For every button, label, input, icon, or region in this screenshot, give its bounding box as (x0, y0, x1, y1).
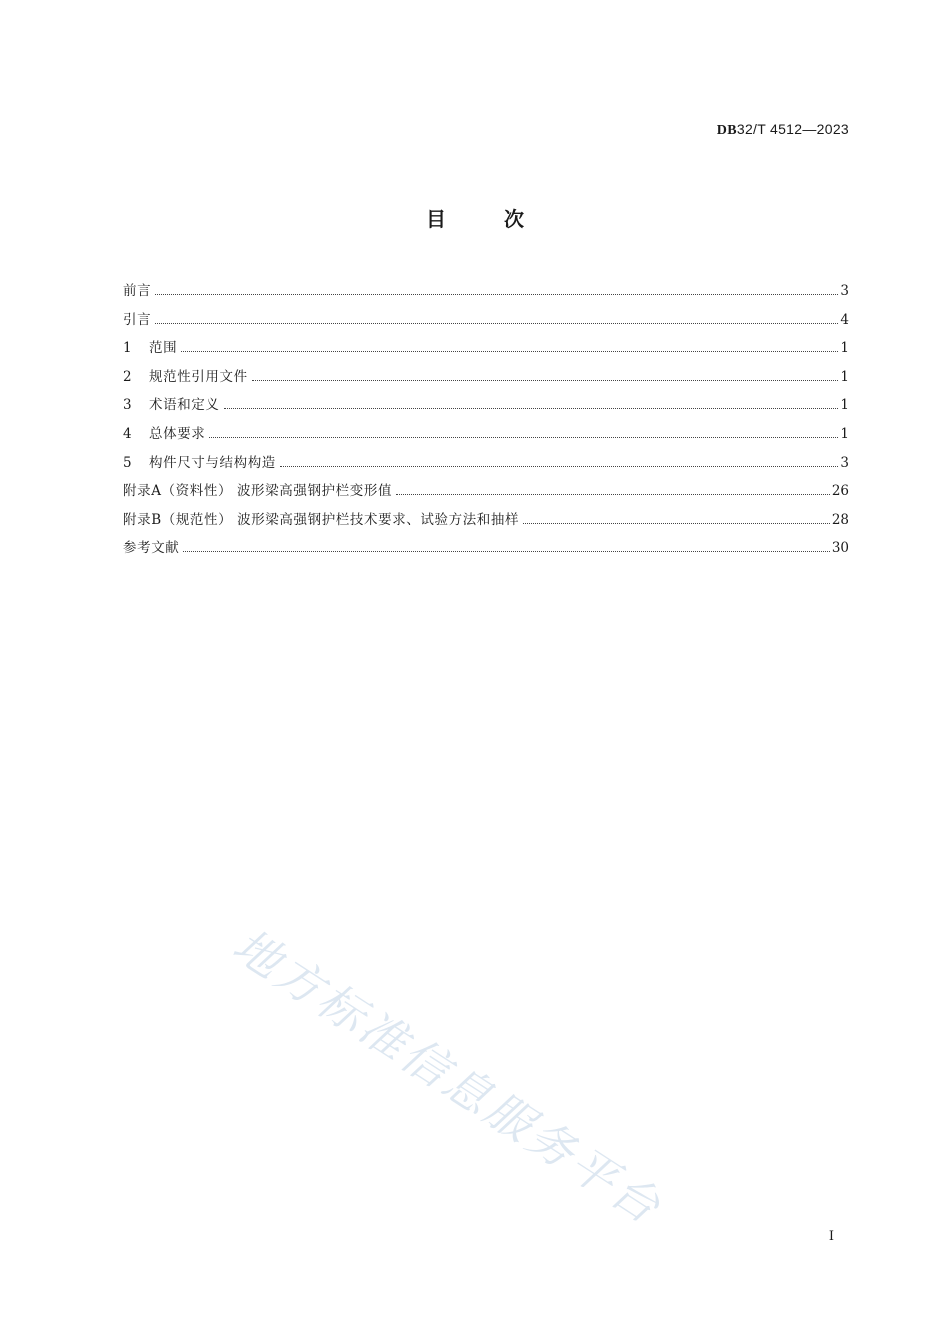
toc-dot-leader (280, 466, 839, 467)
toc-dot-leader (224, 408, 839, 409)
table-of-contents (123, 280, 849, 566)
toc-entry-number: 3 (123, 397, 132, 414)
toc-entry-bibliography[interactable] (123, 537, 849, 566)
toc-entry-normative-references[interactable] (123, 366, 849, 395)
toc-entry-page: 1 (840, 340, 849, 357)
toc-dot-leader (155, 323, 838, 324)
toc-entry-page: 1 (840, 368, 849, 385)
toc-entry-label: 范围 (149, 340, 178, 357)
toc-dot-leader (523, 523, 830, 524)
document-code-number: 32/T 4512—2023 (736, 121, 849, 137)
toc-entry-appendix-b[interactable] (123, 509, 849, 538)
toc-dot-leader (209, 437, 838, 438)
toc-entry-terms-definitions[interactable] (123, 394, 849, 423)
toc-entry-page: 1 (840, 425, 849, 442)
toc-entry-page: 3 (840, 454, 849, 471)
toc-entry-label: 附录A（资料性） 波形梁高强钢护栏变形值 (123, 483, 393, 500)
toc-entry-label: 前言 (123, 283, 152, 299)
toc-entry-number: 2 (123, 368, 132, 385)
toc-entry-number: 4 (123, 425, 132, 442)
toc-entry-page: 1 (840, 397, 849, 414)
toc-entry-page: 26 (831, 483, 849, 500)
toc-entry-label: 引言 (123, 311, 152, 328)
toc-entry-page: 3 (840, 283, 849, 299)
document-code (717, 121, 849, 139)
toc-entry-page: 30 (831, 540, 849, 557)
toc-dot-leader (155, 294, 838, 295)
page-number: I (828, 1229, 834, 1244)
toc-entry-introduction[interactable] (123, 309, 849, 338)
toc-entry-label: 规范性引用文件 (149, 368, 248, 385)
toc-entry-page: 4 (840, 311, 849, 328)
toc-dot-leader (396, 494, 830, 495)
document-code-prefix: DB (716, 123, 737, 138)
toc-entry-label: 术语和定义 (149, 397, 220, 414)
toc-entry-number: 1 (123, 340, 132, 357)
toc-entry-label: 构件尺寸与结构构造 (149, 454, 276, 471)
toc-entry-number: 5 (123, 454, 132, 471)
toc-entry-appendix-a[interactable] (123, 480, 849, 509)
toc-entry-general-requirements[interactable] (123, 423, 849, 452)
toc-title: 目次 (426, 207, 582, 231)
toc-entry-scope[interactable] (123, 337, 849, 366)
toc-entry-foreword[interactable] (123, 280, 849, 309)
toc-entry-label: 附录B（规范性） 波形梁高强钢护栏技术要求、试验方法和抽样 (123, 511, 520, 528)
watermark-text: 地方标准信息服务平台 (223, 917, 673, 1236)
toc-dot-leader (183, 551, 829, 552)
toc-entry-component-dimensions[interactable] (123, 452, 849, 481)
toc-entry-label: 参考文献 (123, 540, 180, 557)
toc-entry-page: 28 (831, 511, 849, 528)
toc-dot-leader (181, 351, 838, 352)
toc-entry-label: 总体要求 (149, 425, 206, 442)
toc-dot-leader (252, 380, 839, 381)
